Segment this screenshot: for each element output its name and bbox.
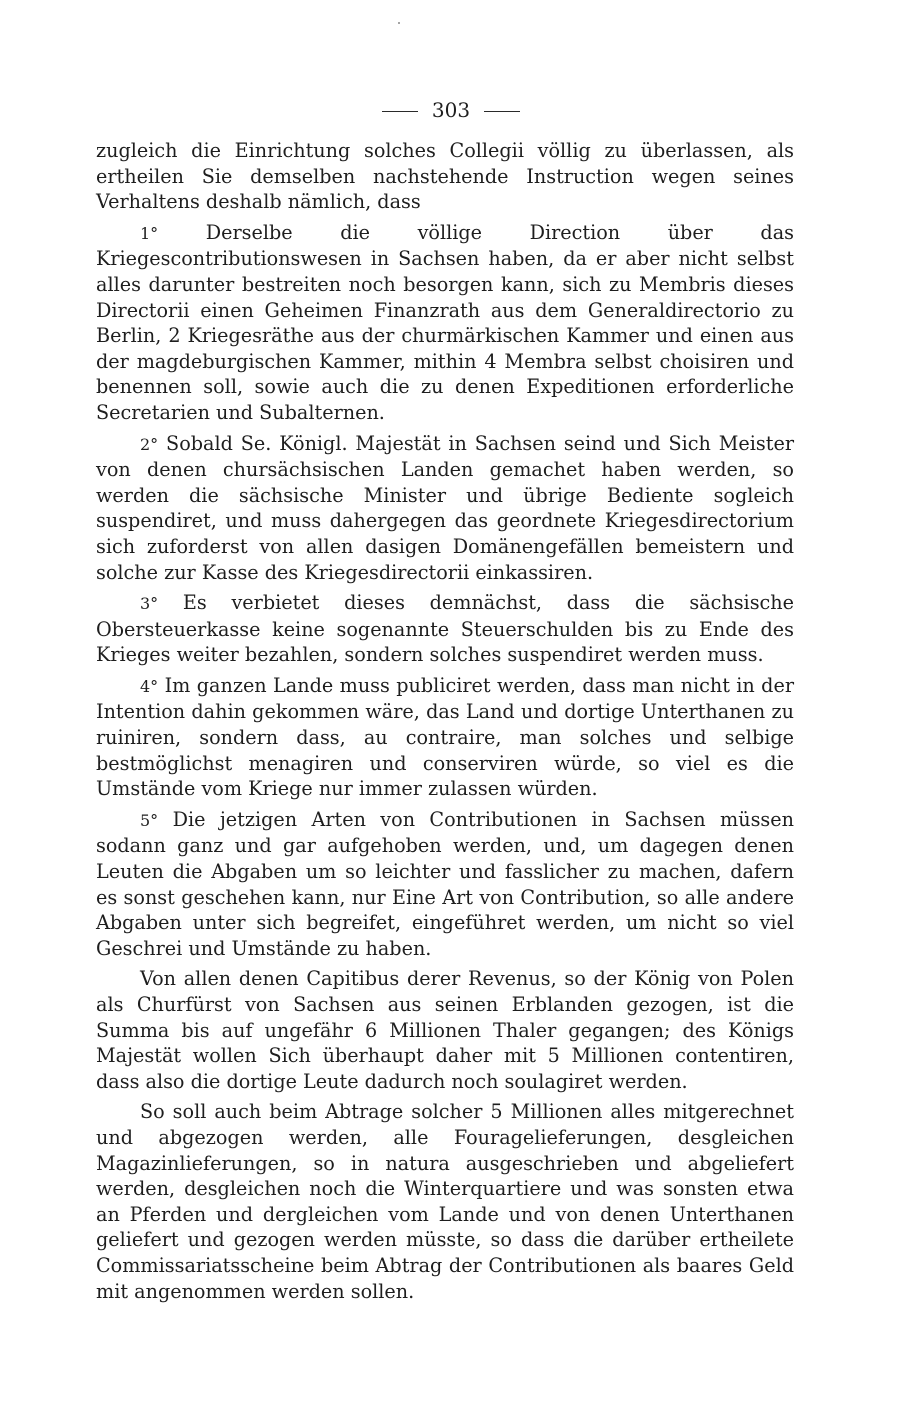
paragraph-text: Sobald Se. Königl. Majestät in Sachsen seind und Sich Meister von denen chursächsischen Landen gemachet haben werden, so werden die sächsische Minister und übrige Bediente sogleich suspendiret, und muss dahergegen das geordnete Kriegesdirectorium sich zuforderst von allen dasigen Domänengefällen bemeistern und solche zur Kasse des Kriegesdirectorii einkassiren. xyxy=(96,431,794,584)
paragraph-item-3 xyxy=(96,590,794,668)
paragraph-continuation xyxy=(96,138,794,215)
page-number: 303 xyxy=(431,98,471,122)
paragraph-text: Die jetzigen Arten von Contributionen in Sachsen müssen sodann ganz und gar aufgehoben werden, und, um dagegen denen Leuten die Abgaben um so leichter und fasslicher zu machen, dafern es sonst geschehen kann, nur Eine Art von Contribution, so alle andere Abgaben unter sich begreifet, eingeführet werden, um nicht so viel Geschrei und Umstände zu haben. xyxy=(96,807,794,960)
paragraph-text: Im ganzen Lande muss publiciret werden, dass man nicht in der Intention dahin gekommen wäre, das Land und dortige Unterthanen zu ruiniren, sondern dass, au contraire, man solches und selbige bestmöglichst menagiren und conserviren würde, so viel es die Umstände vom Kriege nur immer zulassen würden. xyxy=(96,673,794,801)
header-dash-left xyxy=(382,111,418,112)
paragraph-text: Derselbe die völlige Direction über das Kriegescontributionswesen in Sachsen haben, da er aber nicht selbst alles darunter bestreiten noch besorgen kann, sich zu Membris dieses Directorii einen Geheimen Finanzrath aus dem Generaldirectorio zu Berlin, 2 Kriegesräthe aus der churmärkischen Kammer und einen aus der magdeburgischen Kammer, mithin 4 Membra selbst choisiren und benennen soll, sowie auch die zu denen Expeditionen erforderliche Secretarien und Subalternen. xyxy=(96,220,794,424)
item-marker: 3° xyxy=(140,594,159,614)
paragraph-text: So soll auch beim Abtrage solcher 5 Millionen alles mitgerechnet und abgezogen werden, alle Fouragelieferungen, desgleichen Magazinlieferungen, so in natura ausgeschrieben und abgeliefert werden, desgleichen noch die Winterquartiere und was sonsten etwa an Pferden und dergleichen vom Lande und von denen Unterthanen geliefert und gezogen werden müsste, so dass die darüber ertheilete Commissariatsscheine beim Abtrag der Contributionen als baares Geld mit angenommen werden sollen. xyxy=(96,1100,794,1303)
document-page xyxy=(96,96,794,1309)
paragraph-revenues xyxy=(96,966,794,1094)
paragraph-item-5 xyxy=(96,807,794,962)
item-marker: 5° xyxy=(140,810,159,830)
page-number-header xyxy=(108,96,794,124)
paragraph-item-1 xyxy=(96,220,794,426)
paragraph-text: zugleich die Einrichtung solches Collegii völlig zu überlassen, als ertheilen Sie demselben nachstehende Instruction wegen seines Verhaltens deshalb nämlich, dass xyxy=(96,139,794,214)
paragraph-item-2 xyxy=(96,431,794,586)
paragraph-text: Von allen denen Capitibus derer Revenus, so der König von Polen als Churfürst von Sachsen aus seinen Erblanden gezogen, ist die Summa bis auf ungefähr 6 Millionen Thaler gegangen; des Königs Majestät wollen Sich überhaupt daher mit 5 Millionen contentiren, dass also die dortige Leute dadurch noch soulagiret werden. xyxy=(96,967,794,1093)
item-marker: 1° xyxy=(140,223,159,243)
paragraph-deductions xyxy=(96,1099,794,1304)
paper-speck xyxy=(398,22,400,24)
item-marker: 4° xyxy=(140,676,159,696)
paragraph-text: Es verbietet dieses demnächst, dass die sächsische Obersteuerkasse keine sogenannte Steuerschulden bis zu Ende des Krieges weiter bezahlen, sondern solches suspendiret werden muss. xyxy=(96,591,794,667)
header-dash-right xyxy=(484,111,520,112)
item-marker: 2° xyxy=(140,434,159,454)
paragraph-item-4 xyxy=(96,673,794,802)
